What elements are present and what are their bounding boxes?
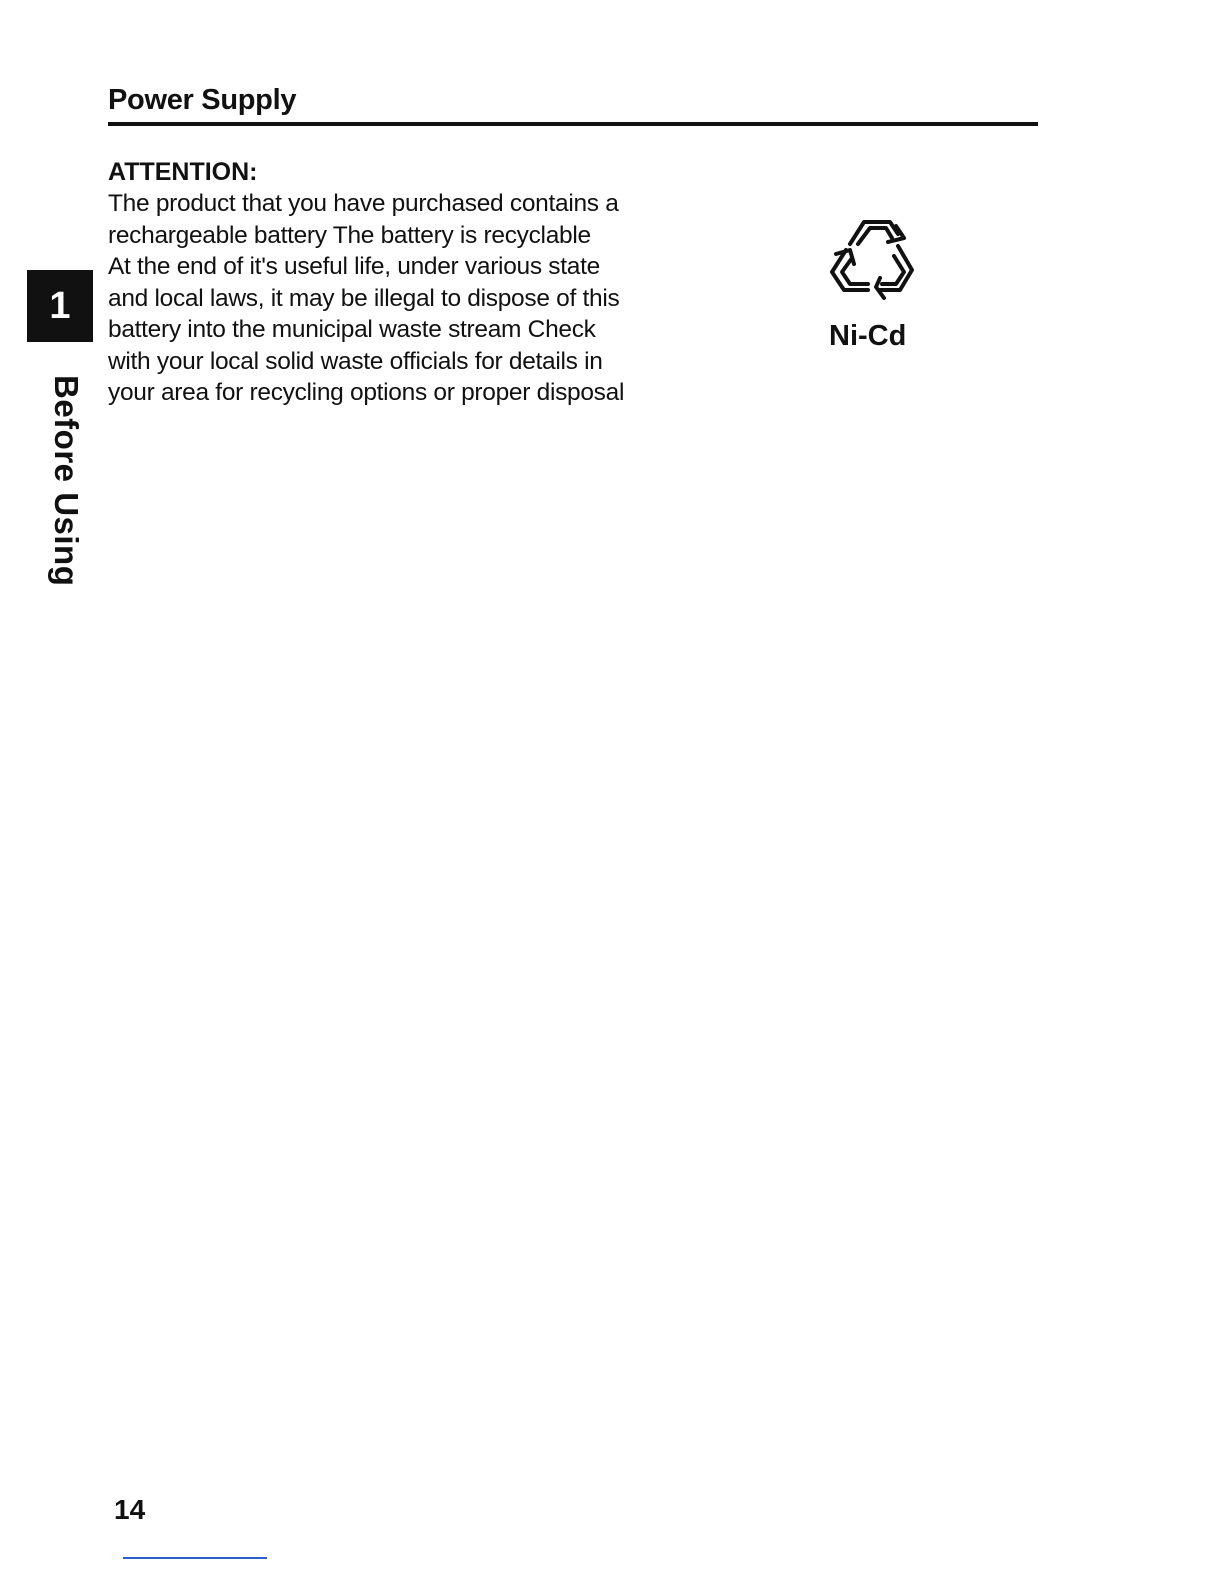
chapter-label: Before Using	[48, 375, 85, 587]
page-number: 14	[114, 1494, 146, 1525]
recycle-icon	[824, 214, 918, 300]
title-rule	[108, 122, 1038, 126]
section-title: Power Supply	[108, 84, 297, 116]
notice-line: and local laws, it may be illegal to dispose of this	[108, 284, 620, 312]
footer-rule	[123, 1557, 267, 1559]
attention-heading: ATTENTION:	[108, 158, 258, 186]
notice-line: your area for recycling options or proper disposal	[108, 379, 625, 406]
chapter-tab: 1	[27, 270, 93, 342]
notice-line: battery into the municipal waste stream Check	[108, 316, 596, 343]
notice-line: rechargeable battery The battery is recyclable	[108, 221, 591, 249]
notice-line: The product that you have purchased contains a	[108, 190, 619, 217]
notice-line: with your local solid waste officials for details in	[108, 347, 603, 375]
notice-body	[108, 188, 708, 409]
battery-type-label: Ni-Cd	[829, 320, 907, 352]
notice-line: At the end of it's useful life, under various state	[108, 253, 600, 280]
